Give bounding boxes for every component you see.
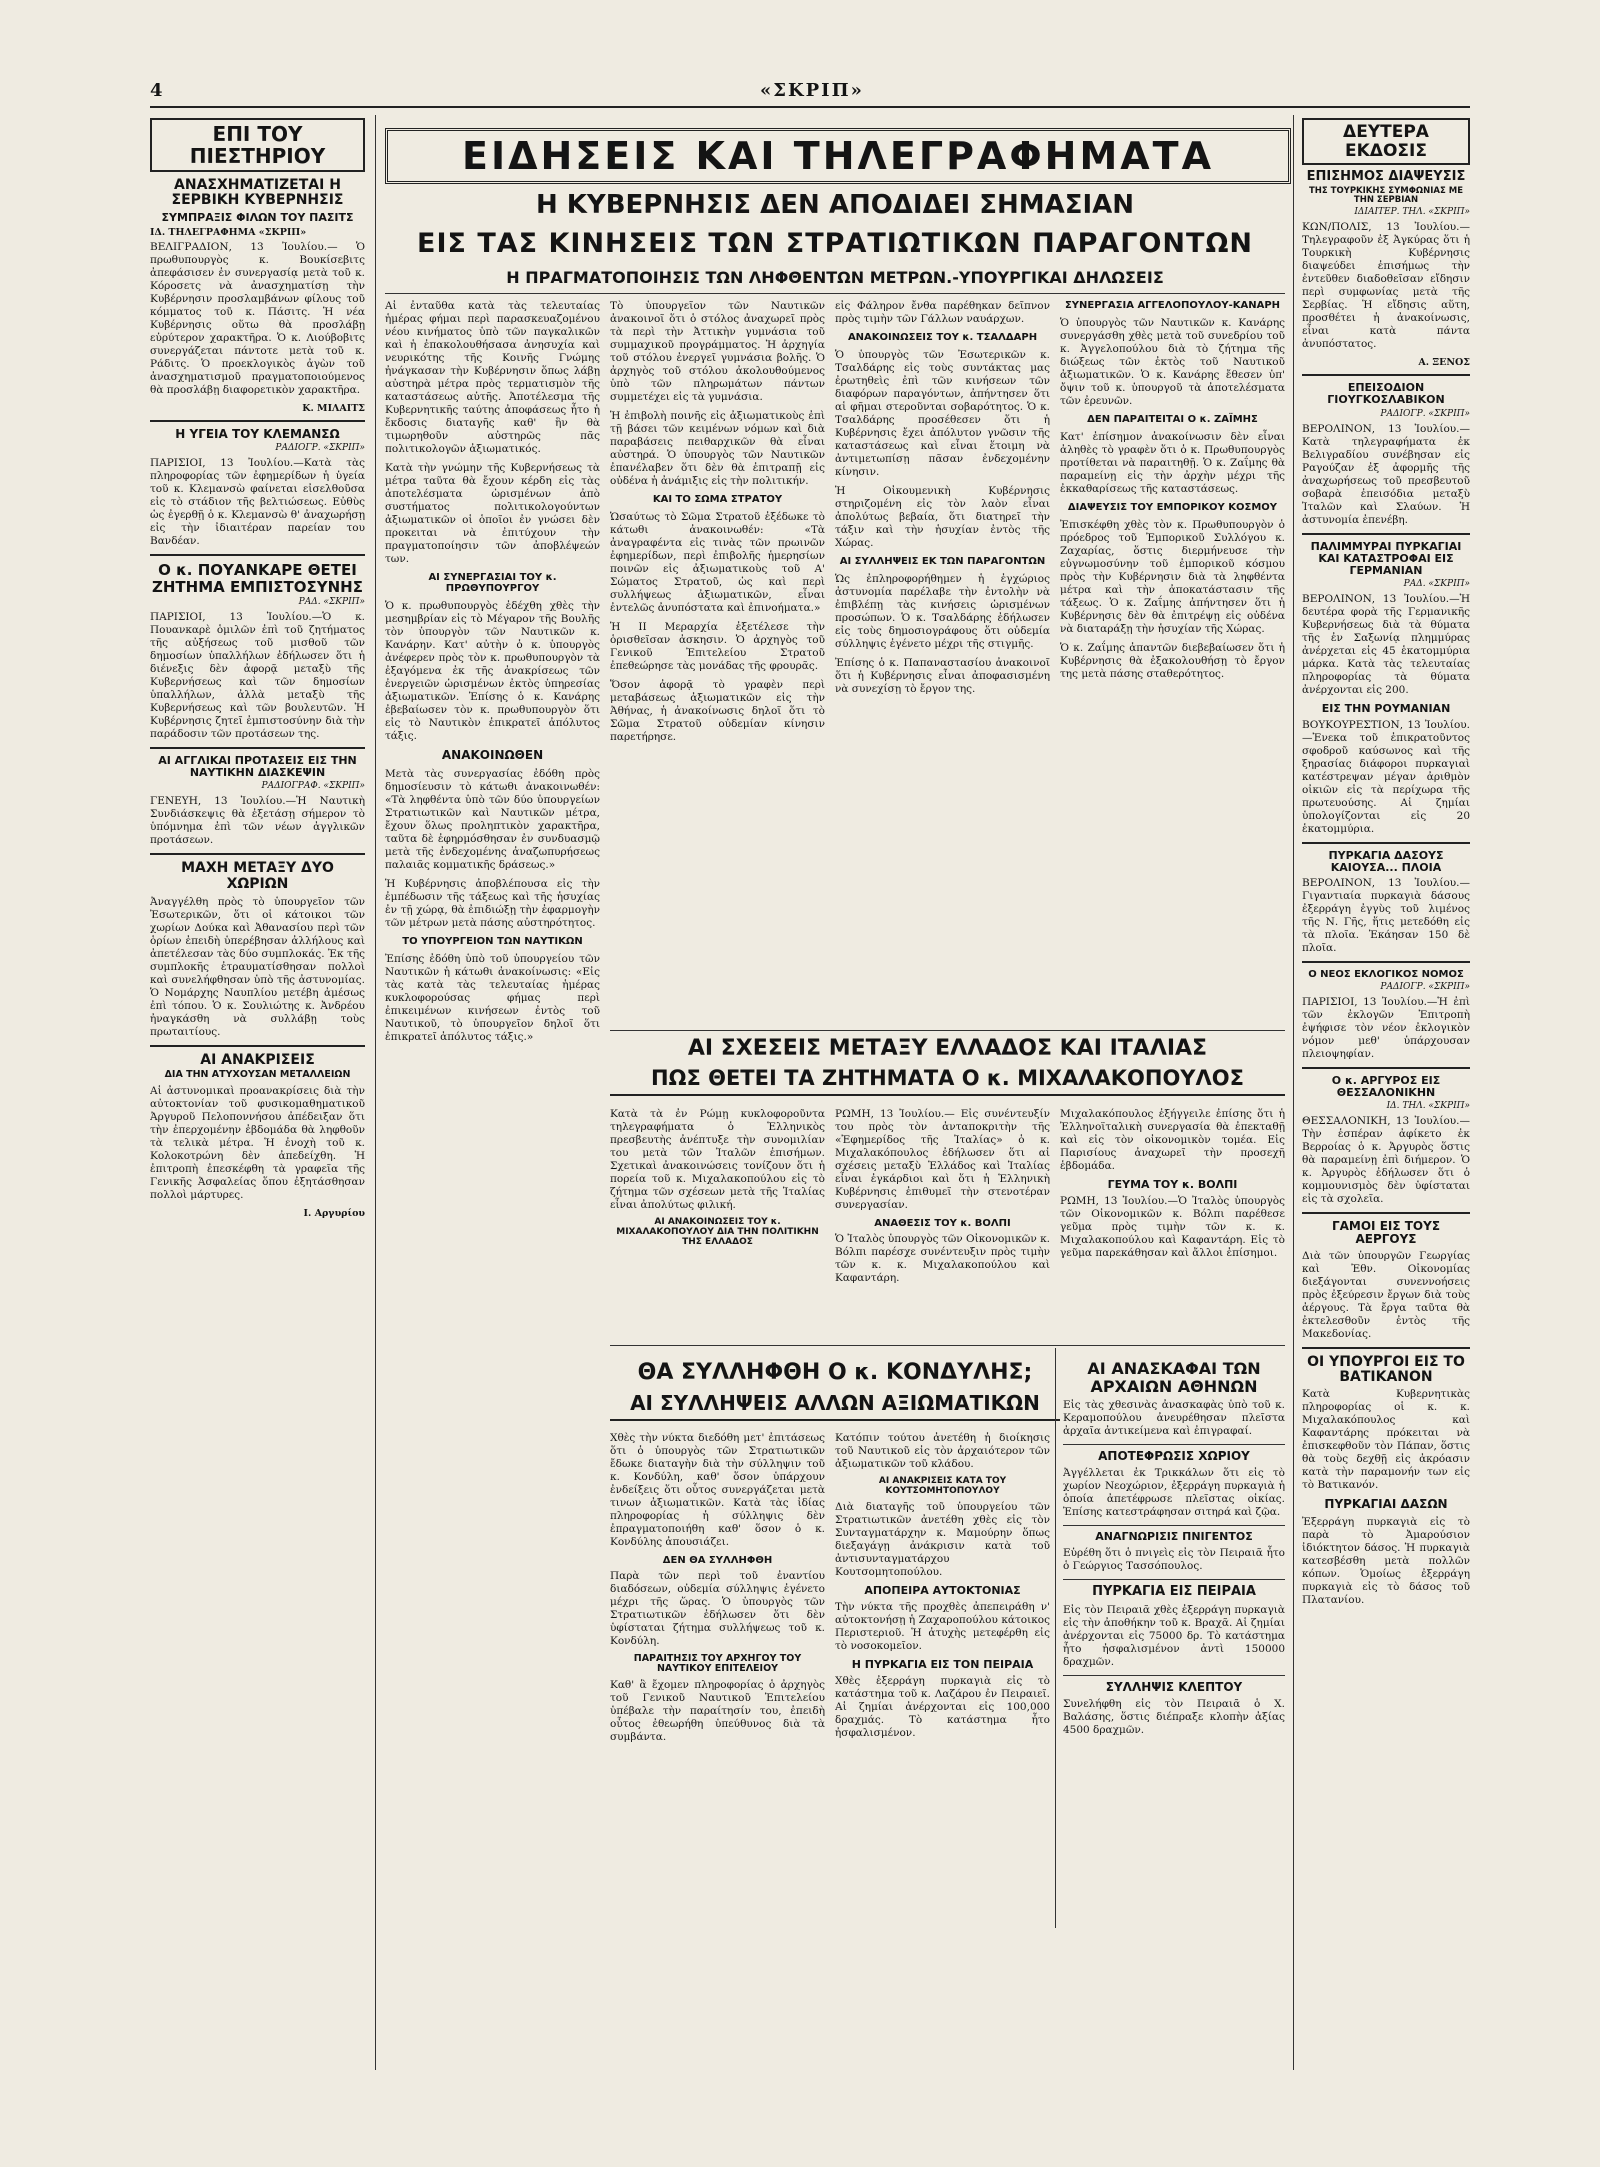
kondylis-subtitle: ΑΙ ΣΥΛΛΗΨΕΙΣ ΑΛΛΩΝ ΑΞΙΩΜΑΤΙΚΩΝ — [610, 1392, 1060, 1421]
kondylis-sub-4: ΑΠΟΠΕΙΡΑ ΑΥΤΟΚΤΟΝΙΑΣ — [864, 1583, 1021, 1597]
right-s2-title: ΕΠΕΙΣΟΔΙΟΝ ΓΙΟΥΓΚΟΣΛΑΒΙΚΟΝ — [1327, 381, 1445, 407]
center-d-sub-1: ΣΥΝΕΡΓΑΣΙΑ ΑΓΓΕΛΟΠΟΥΛΟΥ-ΚΑΝΑΡΗ — [1064, 300, 1281, 311]
left-s3-source: ΡΑΔ. «ΣΚΡΙΠ» — [298, 597, 365, 608]
center-d-text-4: Ὁ κ. Ζαΐμης ἀπαντῶν διεβεβαίωσεν ὅτι ἡ Κυβέρνησις θὰ ἐξακολουθήσῃ τὸ ἔργον της μετὰ πάσης σταθερότητος. — [1060, 642, 1285, 680]
center-column-b — [610, 300, 825, 1020]
column-rule — [375, 115, 376, 2070]
center-headline-1: Η ΚΥΒΕΡΝΗΣΙΣ ΔΕΝ ΑΠΟΔΙΔΕΙ ΣΗΜΑΣΙΑΝ — [535, 190, 1135, 220]
left-s5-title: ΜΑΧΗ ΜΕΤΑΞΥ ΔΥΟ ΧΩΡΙΩΝ — [181, 860, 334, 892]
right-header: ΔΕΥΤΕΡΑ ΕΚΔΟΣΙΣ — [1343, 122, 1429, 161]
left-s6-sign: Ι. Αργυρίου — [303, 1207, 365, 1219]
center-b-text-3: Ὡσαύτως τὸ Σῶμα Στρατοῦ ἐξέδωκε τὸ κάτωθι ἀνακοινωθέν: «Τὰ ἀναγραφέντα εἰς τινὰς τῶν πρωινῶν ἐφημερίδων, περὶ ἐπιβολῆς ἡμερησίων ποινῶν εἰς ἀξιωματικοὺς τοῦ Α' Σώματος Στρατοῦ, ὡς καὶ περὶ συλλήψεως ἀξιωματικῶν, εἶναι ἐντελῶς ἀνυπόστατα καὶ ἐπινοήματα.» — [610, 511, 825, 614]
right-s9-text: Κατὰ Κυβερνητικὰς πληροφορίας οἱ κ. κ. Μιχαλακόπουλος καὶ Καφαντάρης πρόκειται νὰ ἐπισκεφθοῦν τὸν Πάπαν, ὅστις θὰ τοὺς δεχθῇ εἰς ἀκρόασιν κατὰ τὴν παραμονήν των εἰς τὸ Βατικανόν. — [1302, 1388, 1470, 1492]
excavations-text-3: Εὑρέθη ὅτι ὁ πνιγεὶς εἰς τὸν Πειραιᾶ ἦτο ὁ Γεώργιος Τασσόπουλος. — [1063, 1547, 1285, 1573]
left-s3-title: Ο κ. ΠΟΥΑΝΚΑΡΕ ΘΕΤΕΙ ΖΗΤΗΜΑ ΕΜΠΙΣΤΟΣΥΝΗΣ — [152, 561, 363, 596]
kondylis-text-6: Τὴν νύκτα τῆς προχθὲς ἀπεπειράθη ν' αὐτοκτονήσῃ ἡ Ζαχαροπούλου κάτοικος Περιστεριοῦ. Ἡ ἀτυχὴς μετεφέρθη εἰς τὸ νοσοκομεῖον. — [835, 1600, 1050, 1652]
left-s5-text: Ἀναγγέλθη πρὸς τὸ ὑπουργεῖον τῶν Ἐσωτερικῶν, ὅτι οἱ κάτοικοι τῶν χωρίων Δούκα καὶ Ἀθανασίου περὶ τῶν ὁρίων ἐπειδὴ ὑπερέβησαν ἀλλήλους καὶ ἀπετέλεσαν τὰς δύο συμπλοκάς. Ἐκ τῆς συμπλοκῆς ἐτραυματίσθησαν πολλοὶ καὶ συνελήφθησαν ὑπὸ τῆς ἀστυνομίας. Ὁ Νομάρχης Ναυπλίου μετέβη ἀμέσως ἐπὶ τόπου. Ὁ κ. Σουλιώτης κ. Ἀνδρέου ἠναγκάσθη νὰ συλλάβῃ τοὺς πρωταιτίους. — [150, 896, 365, 1039]
left-s6-sub: ΔΙΑ ΤΗΝ ΑΤΥΧΟΥΣΑΝ ΜΕΤΑΛΛΕΙΩΝ — [164, 1069, 351, 1081]
page-number: 4 — [150, 80, 163, 101]
right-s7-text: ΘΕΣΣΑΛΟΝΙΚΗ, 13 Ἰουλίου.—Τὴν ἑσπέραν ἀφίκετο ἐκ Βερροίας ὁ κ. Ἀργυρὸς ὅστις θὰ παραμείνῃ ἐπὶ διήμερον. Ὁ κ. Ἀργυρὸς ἐδήλωσεν ὅτι ὁ κομμουνισμὸς δὲν ὑφίσταται εἰς τὰ σχολεῖα. — [1302, 1115, 1470, 1206]
divider — [1302, 961, 1470, 963]
center-c-text-5: Ἐπίσης ὁ κ. Παπαναστασίου ἀνακοινοῖ ὅτι ἡ Κυβέρνησις εἶναι ἀποφασισμένη νὰ συνεχίσῃ τὸ ἔργον της. — [835, 657, 1050, 695]
italy-column-2 — [835, 1108, 1050, 1338]
center-a-text-1: Αἱ ἐνταῦθα κατὰ τὰς τελευταίας ἡμέρας φήμαι περὶ παρασκευαζομένου νέου κινήματος ὑπὸ τῶν παγκαλικῶν καὶ ἡ ἐπακολουθήσασα ἀνησυχία καὶ νευρικότης τῆς Κοινῆς Γνώμης ἠνάγκασαν τὴν Κυβέρνησιν ὅπως λάβῃ αὐστηρὰ μέτρα πρὸς τερματισμὸν τῆς καταστάσεως αὐτῆς. Ἀποτέλεσμα τῆς Κυβερνητικῆς ταύτης ἀποφάσεως ἦτο ἡ ἔκδοσις διαταγῆς καθ' ἣν θὰ τιμωρηθοῦν αὐστηρῶς πᾶς πολιτικολογῶν ἀξιωματικός. — [385, 300, 600, 455]
right-s2-text: ΒΕΡΟΛΙΝΟΝ, 13 Ἰουλίου.—Κατὰ τηλεγραφήματα ἐκ Βελιγραδίου συνέβησαν εἰς Ραγούζαν ἐξ ἀφορμῆς τῆς ἀναχωρήσεως τοῦ πρεσβευτοῦ σοβαρὰ ἐπεισόδια μεταξὺ Ἰταλῶν καὶ Σλαύων. Ἡ ἀστυνομία ἐπενέβη. — [1302, 422, 1470, 526]
left-s1-source: ΙΔ. ΤΗΛΕΓΡΑΦΗΜΑ «ΣΚΡΙΠ» — [150, 226, 307, 238]
kondylis-sub-2: ΠΑΡΑΙΤΗΣΙΣ ΤΟΥ ΑΡΧΗΓΟΥ ΤΟΥ ΝΑΥΤΙΚΟΥ ΕΠΙΤΕΛΕΙΟΥ — [633, 1653, 802, 1675]
center-headline-2: ΕΙΣ ΤΑΣ ΚΙΝΗΣΕΙΣ ΤΩΝ ΣΤΡΑΤΙΩΤΙΚΩΝ ΠΑΡΑΓΟΝΤΩΝ — [417, 228, 1253, 259]
center-headline-3: Η ΠΡΑΓΜΑΤΟΠΟΙΗΣΙΣ ΤΩΝ ΛΗΦΘΕΝΤΩΝ ΜΕΤΡΩΝ.-ΥΠΟΥΡΓΙΚΑΙ ΔΗΛΩΣΕΙΣ — [506, 268, 1164, 287]
left-header: ΕΠΙ ΤΟΥ ΠΙΕΣΤΗΡΙΟΥ — [189, 122, 326, 168]
center-b-sub-1: ΚΑΙ ΤΟ ΣΩΜΑ ΣΤΡΑΤΟΥ — [652, 494, 783, 505]
divider — [1302, 374, 1470, 376]
divider — [1302, 533, 1470, 535]
italy-text-1: Κατὰ τὰ ἐν Ρώμῃ κυκλοφοροῦντα τηλεγραφήματα ὁ Ἑλληνικὸς πρεσβευτὴς ἀνέπτυξε τὴν συνομιλίαν του μετὰ τῶν Ἰταλῶν ἐπισήμων. Σχετικαὶ ἀνακοινώσεις τονίζουν ὅτι ἡ πορεία τοῦ κ. Μιχαλακοπούλου εἰς τὸ ζήτημα τῶν σχέσεων μετὰ τῆς Ἰταλίας εἶναι ἀπολύτως φιλική. — [610, 1108, 825, 1211]
center-a-text-4: Μετὰ τὰς συνεργασίας ἐδόθη πρὸς δημοσίευσιν τὸ κάτωθι ἀνακοινωθέν: «Τὰ ληφθέντα ὑπὸ τῶν δύο ὑπουργείων Στρατιωτικῶν καὶ Ναυτικῶν μέτρα, ἔχουν ὅλως προληπτικὸν χαρακτῆρα, ταῦτα δὲ ἐφηρμόσθησαν ἐν συνδυασμῷ μετὰ τῆς ἐνδεχομένης ἀναζωπυρήσεως παλαιᾶς κομματικῆς δράσεως.» — [385, 768, 600, 872]
divider — [150, 853, 365, 855]
center-c-text-1: εἰς Φάληρον ἔνθα παρέθηκαν δεῖπνον πρὸς τιμὴν τῶν Γάλλων ναυάρχων. — [835, 300, 1050, 325]
divider — [150, 554, 365, 556]
right-s5-text: ΒΕΡΟΛΙΝΟΝ, 13 Ἰουλίου.—Γιγαντιαία πυρκαγιὰ δάσους ἐξερράγη ἐγγὺς τοῦ λιμένος τῆς Ν. Γῆς, ἥτις μετεδόθη εἰς τὰ πλοῖα. Ἐκάησαν 150 δὲ πλοῖα. — [1302, 877, 1470, 955]
right-s3-source: ΡΑΔ. «ΣΚΡΙΠ» — [1403, 578, 1470, 589]
center-column-a — [385, 300, 600, 1930]
masthead — [150, 80, 1470, 108]
excavations-text-1: Εἰς τὰς χθεσινὰς ἀνασκαφὰς ὑπὸ τοῦ κ. Κεραμοπούλου ἀνευρέθησαν πλεῖστα ἀρχαῖα ἀντικείμενα καὶ ἐπιγραφαί. — [1063, 1399, 1285, 1438]
divider — [1302, 1347, 1470, 1349]
right-s6-source: ΡΑΔΙΟΓΡ. «ΣΚΡΙΠ» — [1380, 982, 1470, 993]
right-s3-text: ΒΕΡΟΛΙΝΟΝ, 13 Ἰουλίου.—Ἡ δευτέρα φορὰ τῆς Γερμανικῆς Κυβερνήσεως διὰ τὰ θύματα τῆς ἐν Σαξωνίᾳ πλημμύρας ἀνέρχεται εἰς 45 ἑκατομμύρια μάρκα. Κατὰ τὰς τελευταίας πληροφορίας τὰ θύματα ἀνέρχονται εἰς 200. — [1302, 592, 1470, 696]
kondylis-sub-1: ΔΕΝ ΘΑ ΣΥΛΛΗΦΘΗ — [662, 1555, 773, 1566]
center-a-text-6: Ἐπίσης ἐδόθη ὑπὸ τοῦ ὑπουργείου τῶν Ναυτικῶν ἡ κάτωθι ἀνακοίνωσις: «Εἰς τὰς κατὰ τὰς τελευταίας ἡμέρας κυκλοφορούσας φήμας περὶ ἐπικειμένων κινήσεων ἐντὸς τοῦ Ναυτικοῦ, τὸ ὑπουργεῖον δηλοῖ ὅτι ἐπικρατεῖ ἀπόλυτος τάξις.» — [385, 953, 600, 1044]
excavations-sub-4: ΣΥΛΛΗΨΙΣ ΚΛΕΠΤΟΥ — [1105, 1679, 1243, 1694]
center-a-sub-2: ΑΝΑΚΟΙΝΩΘΕΝ — [441, 748, 544, 762]
right-s1-sub: ΤΗΣ ΤΟΥΡΚΙΚΗΣ ΣΥΜΦΩΝΙΑΣ ΜΕ ΤΗΝ ΣΕΡΒΙΑΝ — [1308, 185, 1464, 206]
kondylis-sub-5: Η ΠΥΡΚΑΓΙΑ ΕΙΣ ΤΟΝ ΠΕΙΡΑΙΑ — [851, 1657, 1034, 1671]
main-section-title: ΕΙΔΗΣΕΙΣ ΚΑΙ ΤΗΛΕΓΡΑΦΗΜΑΤΑ — [385, 128, 1291, 184]
italy-text-2: ΡΩΜΗ, 13 Ἰουλίου.— Εἰς συνέντευξίν του πρὸς τὸν ἀνταποκριτὴν τῆς «Ἐφημερίδος τῆς Ἰταλίας» ὁ κ. Μιχαλακόπουλος ἐδήλωσεν ὅτι αἱ σχέσεις μεταξὺ Ἑλλάδος καὶ Ἰταλίας εἶναι ἐγκάρδιοι καὶ ὅτι ἡ Ἑλληνικὴ Κυβέρνησις ἐπιθυμεῖ τὴν στενοτέραν συνεργασίαν. — [835, 1108, 1050, 1211]
center-c-text-3: Ἡ Οἰκουμενικὴ Κυβέρνησις στηριζομένη εἰς τὸν λαὸν εἶναι ἀπολύτως βεβαία, ὅτι διατηρεῖ τὴν τάξιν καὶ τὴν ἡσυχίαν ἐντὸς τῆς Χώρας. — [835, 485, 1050, 549]
left-s1-sub: ΣΥΜΠΡΑΞΙΣ ΦΙΛΩΝ ΤΟΥ ΠΑΣΙΤΣ — [161, 210, 354, 224]
right-s6-text: ΠΑΡΙΣΙΟΙ, 13 Ἰουλίου.—Ἡ ἐπὶ τῶν ἐκλογῶν Ἐπιτροπὴ ἐψήφισε τὸν νέον ἐκλογικὸν νόμον μεθ' ὑπάρχουσαν πλειοψηφίαν. — [1302, 996, 1470, 1061]
right-s6-title: Ο ΝΕΟΣ ΕΚΛΟΓΙΚΟΣ ΝΟΜΟΣ — [1308, 969, 1464, 981]
divider — [150, 747, 365, 749]
center-b-text-2: Ἡ ἐπιβολὴ ποινῆς εἰς ἀξιωματικοὺς ἐπὶ τῇ βάσει τῶν κειμένων νόμων καὶ διὰ παραβάσεις πειθαρχικῶν θὰ εἶναι αὐστηρά. Ὁ ὑπουργὸς τῶν Ναυτικῶν ἐπανέλαβεν ὅτι δὲν θὰ ἐπιτραπῇ εἰς οὐδένα ἡ ἀνάμιξις εἰς τὴν πολιτικήν. — [610, 410, 825, 487]
divider — [1302, 1212, 1470, 1214]
kondylis-text-4: Κατόπιν τούτου ἀνετέθη ἡ διοίκησις τοῦ Ναυτικοῦ εἰς τὸν ἀρχαιότερον τῶν ἀξιωματικῶν τοῦ κλάδου. — [835, 1432, 1050, 1470]
right-s9-title: ΟΙ ΥΠΟΥΡΓΟΙ ΕΙΣ ΤΟ ΒΑΤΙΚΑΝΟΝ — [1307, 1353, 1465, 1386]
center-a-sub-3: ΤΟ ΥΠΟΥΡΓΕΙΟΝ ΤΩΝ ΝΑΥΤΙΚΩΝ — [402, 936, 583, 948]
right-s8-title: ΓΑΜΟΙ ΕΙΣ ΤΟΥΣ ΑΕΡΓΟΥΣ — [1331, 1219, 1441, 1247]
center-d-sub-2: ΔΕΝ ΠΑΡΑΙΤΕΙΤΑΙ Ο κ. ΖΑΪΜΗΣ — [1087, 414, 1258, 425]
left-s1-title: ΑΝΑΣΧΗΜΑΤΙΖΕΤΑΙ Η ΣΕΡΒΙΚΗ ΚΥΒΕΡΝΗΣΙΣ — [171, 177, 344, 209]
center-a-text-5: Ἡ Κυβέρνησις ἀποβλέπουσα εἰς τὴν ἐμπέδωσιν τῆς τάξεως καὶ τῆς ἡσυχίας ἐν τῇ χώρᾳ, θὰ ἐπιδιώξῃ τὴν ἐφαρμογὴν τῶν μέτρων μετὰ πάσης αὐστηρότητος. — [385, 878, 600, 930]
right-s1-text: ΚΩΝ/ΠΟΛΙΣ, 13 Ἰουλίου.—Τηλεγραφοῦν ἐξ Ἀγκύρας ὅτι ἡ Τουρκικὴ Κυβέρνησις διαψεύδει ἐπισήμως τὴν ἐντεῦθεν διαδοθεῖσαν εἴδησιν περὶ συμφωνίας μετὰ τῆς Σερβίας. Ἡ εἴδησις αὕτη, προσθέτει ἡ ἀνακοίνωσις, εἶναι κατὰ πάντα ἀνυπόστατος. — [1302, 221, 1470, 351]
right-s10-title: ΠΥΡΚΑΓΙΑΙ ΔΑΣΩΝ — [1324, 1497, 1448, 1512]
left-s2-text: ΠΑΡΙΣΙΟΙ, 13 Ἰουλίου.—Κατὰ τὰς πληροφορίας τῶν ἐφημερίδων ἡ ὑγεία τοῦ κ. Κλεμανσὼ φαίνεται εἰσελθοῦσα εἰς τὸ στάδιον τῆς βελτιώσεως. Εὐθὺς ὡς ἐγερθῇ ὁ κ. Κλεμανσὼ θ' ἀναχωρήσῃ εἰς τὴν ἰδιαιτέραν παρείαν του Βανδέαν. — [150, 457, 365, 548]
excavations-column — [1063, 1360, 1285, 1930]
right-header-box — [1302, 118, 1470, 165]
column-rule — [1055, 1348, 1056, 1928]
center-column-c — [835, 300, 1050, 1020]
excavations-text-2: Ἀγγέλλεται ἐκ Τρικκάλων ὅτι εἰς τὸ χωρίον Νεοχώριον, ἐξερράγη πυρκαγιὰ ἡ ὁποία ἀπετέφρωσε πλεῖστας οἰκίας. Ἐπίσης κατεστράφησαν σιτηρά καὶ ζῷα. — [1063, 1467, 1285, 1519]
left-s1-sign: Κ. ΜΙΛΑΙΤΣ — [302, 402, 365, 414]
center-b-text-1: Τὸ ὑπουργεῖον τῶν Ναυτικῶν ἀνακοινοῖ ὅτι ὁ στόλος ἀναχωρεῖ πρὸς τὰ περὶ τὴν Ἀττικὴν γυμνάσια τοῦ συμμαχικοῦ προγράμματος. Ἡ ἀρχηγία τοῦ στόλου ἐνεργεῖ γυμνάσια βολῆς. Ὁ ἀρχηγὸς τοῦ στόλου ἀκολουθούμενος ὑπὸ τῶν πληρωμάτων πάντων συμμετέχει εἰς τὰ γυμνάσια. — [610, 300, 825, 403]
right-s4-title: ΕΙΣ ΤΗΝ ΡΟΥΜΑΝΙΑΝ — [1321, 701, 1451, 715]
divider — [1302, 842, 1470, 844]
center-b-text-4: Ἡ ΙΙ Μεραρχία ἐξετέλεσε τὴν ὁρισθεῖσαν ἀσκησιν. Ὁ ἀρχηγὸς τοῦ Γενικοῦ Ἐπιτελείου Στρατοῦ ἐπεθεώρησε τὰς μονάδας τῆς φρουρᾶς. — [610, 621, 825, 672]
italy-sub-3: ΑΝΑΘΕΣΙΣ ΤΟΥ κ. ΒΟΛΠΙ — [874, 1218, 1011, 1229]
center-column-d — [1060, 300, 1285, 1020]
right-s3-title: ΠΑΛΙΜΜΥΡΑΙ ΠΥΡΚΑΓΙΑΙ ΚΑΙ ΚΑΤΑΣΤΡΟΦΑΙ ΕΙΣ ΓΕΡΜΑΝΙΑΝ — [1310, 539, 1462, 577]
center-b-text-5: Ὅσον ἀφορᾷ τὸ γραφὲν περὶ μεταβάσεως ἀξιωματικῶν εἰς τὴν Ἀθήνας, ἡ ἀνακοίνωσις δηλοῖ ὅτι τὸ Σῶμα Στρατοῦ οὐδεμίαν κίνησιν παρετήρησε. — [610, 679, 825, 743]
kondylis-title: ΘΑ ΣΥΛΛΗΦΘΗ Ο κ. ΚΟΝΔΥΛΗΣ; — [637, 1360, 1033, 1385]
left-s6-text: Αἱ ἀστυνομικαὶ προανακρίσεις διὰ τὴν αὐτοκτονίαν τοῦ φυσικομαθηματικοῦ Ἀργυροῦ Πελοποννήσου ἀπέδειξαν ὅτι τὴν ἐπερχομένην ἐβδομάδα θὰ ληφθοῦν τὰ τελικὰ μέτρα. Ἡ ἐνοχὴ τοῦ κ. Κολοκοτρώνη δὲν ἀπεδείχθη. Ἡ ἐπιτροπὴ ἐπεσκέφθη τὰ γραφεῖα τῆς Γενικῆς Ἀσφαλείας ὅπου ἐξητάσθησαν πολλοὶ μάρτυρες. — [150, 1084, 365, 1201]
kondylis-text-5: Διὰ διαταγῆς τοῦ ὑπουργείου τῶν Στρατιωτικῶν ἀνετέθη χθὲς εἰς τὸν Συνταγματάρχην κ. Μαμούρην ὅπως διεξαγάγῃ ἀνάκρισιν κατὰ τοῦ ἀντισυνταγματάρχου Κουτσομητοπούλου. — [835, 1500, 1050, 1578]
kondylis-text-2: Παρὰ τῶν περὶ τοῦ ἐναντίου διαδόσεων, οὐδεμία σύλληψις ἐγένετο μέχρι τῆς ὥρας. Ὁ ὑπουργὸς τῶν Στρατιωτικῶν ἐδήλωσεν ὅτι δὲν ὑφίσταται ζήτημα συλλήψεως τοῦ κ. Κονδύλη. — [610, 1570, 825, 1647]
right-s2-source: ΡΑΔΙΟΓΡ. «ΣΚΡΙΠ» — [1380, 408, 1470, 419]
italy-text-5: ΡΩΜΗ, 13 Ἰουλίου.—Ὁ Ἰταλὸς ὑπουργὸς τῶν Οἰκονομικῶν κ. Βόλπι παρέθεσε γεῦμα πρὸς τιμὴν τῶν κ. κ. Μιχαλακοπούλου καὶ Καφαντάρη. Εἰς τὸ γεῦμα παρεκάθησαν καὶ ἄλλοι ἐπίσημοι. — [1060, 1195, 1285, 1260]
right-column — [1302, 118, 1470, 1928]
divider — [385, 293, 1285, 294]
divider — [1063, 1525, 1285, 1526]
italy-column-1 — [610, 1108, 825, 1338]
excavations-sub-2: ΑΝΑΓΝΩΡΙΣΙΣ ΠΝΙΓΕΝΤΟΣ — [1095, 1530, 1253, 1544]
kondylis-text-1: Χθὲς τὴν νύκτα διεδόθη μετ' ἐπιτάσεως ὅτι ὁ ὑπουργὸς τῶν Στρατιωτικῶν ἔδωκε διαταγὴν διὰ τὴν σύλληψιν τοῦ κ. Κονδύλη, καθ' ὅσον ὑπάρχουν ἐνδείξεις ὅτι οὗτος συνεργάζεται μετὰ τινων ἀξιωματικῶν. Κατὰ τὰς ἰδίας πληροφορίας ἡ σύλληψις δὲν ἐπραγματοποιήθη καθ' ὅσον ὁ κ. Κονδύλης ἀπουσιάζει. — [610, 1432, 825, 1548]
excavations-sub-3: ΠΥΡΚΑΓΙΑ ΕΙΣ ΠΕΙΡΑΙΑ — [1092, 1584, 1256, 1600]
center-a-text-2: Κατὰ τὴν γνώμην τῆς Κυβερνήσεως τὰ μέτρα ταῦτα θὰ ἔχουν κέρδη εἰς τὰς ἀποτελέσματα ὡρισμένων ἀπὸ συστήματος πολιτικολογούντων ἀξιωματικῶν οἱ ὁποῖοι ἐν γνώσει δὲν προκειται νὰ ἐπιτύχουν τὴν πραγματοποίησιν τῶν ἀποβλέψεών των. — [385, 462, 600, 565]
right-s8-text: Διὰ τῶν ὑπουργῶν Γεωργίας καὶ Ἐθν. Οἰκονομίας διεξάγονται συνεννοήσεις πρὸς ἐξεύρεσιν ἔργων διὰ τοὺς ἀέργους. Τὰ ἔργα ταῦτα θὰ ἐκτελεσθοῦν ἐντὸς τῆς Μακεδονίας. — [1302, 1249, 1470, 1340]
right-s7-title: Ο κ. ΑΡΓΥΡΟΣ ΕΙΣ ΘΕΣΣΑΛΟΝΙΚΗΝ — [1331, 1074, 1441, 1100]
left-column — [150, 118, 365, 2068]
center-d-text-3: Ἐπισκέφθη χθὲς τὸν κ. Πρωθυπουργὸν ὁ πρόεδρος τοῦ Ἐμπορικοῦ Συλλόγου κ. Ζαχαρίας, ὅστις διερμήνευσε τὴν εὐγνωμοσύνην τοῦ ἐμπορικοῦ κόσμου πρὸς τὴν Κυβέρνησιν διὰ τὰ ληφθέντα μέτρα καὶ τὴν ἀποκατάστασιν τῆς τάξεως. Ὁ κ. Ζαΐμης ἀπήντησεν ὅτι ἡ Κυβέρνησις δὲν θὰ ἐπιτρέψῃ εἰς οὐδένα νὰ διαταράξῃ τὴν ἡσυχίαν τῆς Χώρας. — [1060, 519, 1285, 635]
kondylis-column-2 — [835, 1432, 1050, 1932]
left-s4-text: ΓΕΝΕΥΗ, 13 Ἰουλίου.—Ἡ Ναυτικὴ Συνδιάσκεψις θὰ ἐξετάσῃ σήμερον τὸ ὑπόμνημα ἐπὶ τῶν νέων ἀγγλικῶν προτάσεων. — [150, 795, 365, 847]
center-a-sub-1: ΑΙ ΣΥΝΕΡΓΑΣΙΑΙ ΤΟΥ κ. ΠΡΩΘΥΠΟΥΡΓΟΥ — [428, 572, 557, 594]
right-s10-text: Ἐξερράγη πυρκαγιὰ εἰς τὸ παρὰ τὸ Ἀμαρούσιον ἰδιόκτητον δάσος. Ἡ πυρκαγιὰ κατεσβέσθη μετὰ πολλῶν κόπων. Ὁμοίως ἐξερράγη πυρκαγιὰ εἰς τὸ δάσος τοῦ Πλατανίου. — [1302, 1515, 1470, 1606]
kondylis-text-3: Καθ' ἃ ἔχομεν πληροφορίας ὁ ἀρχηγὸς τοῦ Γενικοῦ Ναυτικοῦ Ἐπιτελείου ὑπέβαλε τὴν παραίτησίν του, ἐπειδὴ οὗτος ἐθεωρήθη ὑπεύθυνος διὰ τὰ συμβάντα. — [610, 1678, 825, 1743]
italy-relations-subtitle: ΠΩΣ ΘΕΤΕΙ ΤΑ ΖΗΤΗΜΑΤΑ Ο κ. ΜΙΧΑΛΑΚΟΠΟΥΛΟΣ — [610, 1066, 1285, 1096]
excavations-text-5: Συνελήφθη εἰς τὸν Πειραιᾶ ὁ Χ. Βαλάσης, ὅστις διέπραξε κλοπὴν ἀξίας 4500 δραχμῶν. — [1063, 1697, 1285, 1736]
divider — [1063, 1579, 1285, 1580]
right-s5-title: ΠΥΡΚΑΓΙΑ ΔΑΣΟΥΣ ΚΑΙΟΥΣΑ... ΠΛΟΙΑ — [1328, 848, 1444, 875]
divider — [1063, 1444, 1285, 1445]
kondylis-column-1 — [610, 1432, 825, 1932]
center-c-text-2: Ὁ ὑπουργὸς τῶν Ἐσωτερικῶν κ. Τσαλδάρης εἰς τοὺς συντάκτας μας ἐρωτηθεὶς ἐπὶ τῶν κινήσεων τῶν διαφόρων παραγόντων, ἀπήντησεν ὅτι αἱ φῆμαι στεροῦνται σοβαρότητος. Ὁ κ. Τσαλδάρης προσέθεσεν ὅτι ἡ Κυβέρνησις ἔχει ἀπόλυτον γνῶσιν τῆς καταστάσεως καὶ εἶναι ἕτοιμη νὰ ἀντιμετωπίσῃ πᾶσαν ἐνδεχομένην κίνησιν. — [835, 349, 1050, 478]
right-s4-text: ΒΟΥΚΟΥΡΕΣΤΙΟΝ, 13 Ἰουλίου.—Ἐνεκα τοῦ ἐπικρατοῦντος σφοδροῦ καύσωνος καὶ τῆς ξηρασίας διάφοροι πυρκαγιαὶ κατέστρεψαν μέγαν ἀριθμὸν οἰκιῶν εἰς τὰ περίχωρα τῆς πρωτευούσης. Αἱ ζημίαι ὑπολογίζονται εἰς 20 ἑκατομμύρια. — [1302, 718, 1470, 835]
center-c-text-4: Ὡς ἐπληροφορήθημεν ἡ ἐγχώριος ἀστυνομία παρέλαβε τὴν ἐντολὴν νὰ ἐπιβλέπῃ τὰς κινήσεις ὡρισμένων προσώπων. Ὁ κ. Τσαλδάρης ἐδήλωσεν εἰς τοὺς δημοσιογράφους ὅτι οὐδεμία σύλληψις ἐγένετο μέχρι τῆς στιγμῆς. — [835, 573, 1050, 650]
excavations-title: ΑΙ ΑΝΑΣΚΑΦΑΙ ΤΩΝ ΑΡΧΑΙΩΝ ΑΘΗΝΩΝ — [1087, 1360, 1261, 1396]
left-s4-title: ΑΙ ΑΓΓΛΙΚΑΙ ΠΡΟΤΑΣΕΙΣ ΕΙΣ ΤΗΝ ΝΑΥΤΙΚΗΝ ΔΙΑΣΚΕΨΙΝ — [158, 754, 357, 780]
left-s4-source: ΡΑΔΙΟΓΡΑΦ. «ΣΚΡΙΠ» — [261, 781, 365, 792]
center-d-text-1: Ὁ ὑπουργὸς τῶν Ναυτικῶν κ. Κανάρης συνεργάσθη χθὲς μετὰ τοῦ συνεδρίου τοῦ κ. Ἀγγελοπούλου διὰ τὸ ζήτημα τῆς διώξεως τῶν ἐκτὸς τοῦ Ναυτικοῦ ἀξιωματικῶν. Ὁ κ. Κανάρης ἔθεσεν ὑπ' ὄψιν τοῦ κ. ὑπουργοῦ τὰ ἀποτελέσματα τῶν ἐρευνῶν. — [1060, 317, 1285, 407]
divider — [610, 1345, 1285, 1346]
paper-name: «ΣΚΡΙΠ» — [760, 80, 864, 101]
left-s6-title: ΑΙ ΑΝΑΚΡΙΣΕΙΣ — [200, 1052, 315, 1069]
italy-text-4: Μιχαλακόπουλος ἐξήγγειλε ἐπίσης ὅτι ἡ Ἐλληνοϊταλικὴ συνεργασία θὰ ἐπεκταθῇ καὶ εἰς τὸν οἰκονομικὸν τομέα. Εἰς Παρισίους ἀναχωρεῖ τὴν προσεχῆ ἑβδομάδα. — [1060, 1108, 1285, 1172]
left-header-box — [150, 118, 365, 172]
italy-column-3 — [1060, 1108, 1285, 1338]
divider — [610, 1030, 1285, 1031]
right-s1-sign: Α. ΞΕΝΟΣ — [1418, 357, 1470, 369]
excavations-text-4: Εἰς τὸν Πειραιᾶ χθὲς ἐξερράγη πυρκαγιὰ εἰς τὴν ἀποθήκην τοῦ κ. Βραχᾶ. Αἱ ζημίαι ἀνέρχονται εἰς 75000 δρ. Τὸ κατάστημα ἦτο ἠσφαλισμένον ἀντὶ 150000 δραχμῶν. — [1063, 1603, 1285, 1668]
excavations-sub-1: ΑΠΟΤΕΦΡΩΣΙΣ ΧΩΡΙΟΥ — [1098, 1449, 1250, 1464]
center-c-sub-2: ΑΙ ΣΥΛΛΗΨΕΙΣ ΕΚ ΤΩΝ ΠΑΡΑΓΟΝΤΩΝ — [839, 556, 1046, 567]
right-s1-title: ΕΠΙΣΗΜΟΣ ΔΙΑΨΕΥΣΙΣ — [1306, 169, 1466, 185]
left-s2-source: ΡΑΔΙΟΓΡ. «ΣΚΡΙΠ» — [275, 443, 365, 454]
divider — [1063, 1675, 1285, 1676]
left-s3-text: ΠΑΡΙΣΙΟΙ, 13 Ἰουλίου.—Ὁ κ. Πουανκαρὲ ὁμιλῶν ἐπὶ τοῦ ζητήματος τῆς αὐξήσεως τοῦ μισθοῦ τῶν δημοσίων ὑπαλλήλων ἐδήλωσεν ὅτι ἡ διένεξις δὲν ἀφορᾷ μεταξὺ τῆς Κυβερνήσεως καὶ τῶν δημοσίων ὑπαλλήλων, ἀλλὰ μεταξὺ τῆς Κυβερνήσεως καὶ τῶν βουλευτῶν. Ἡ Κυβέρνησις ζητεῖ ἐμπιστοσύνην διὰ τὴν παράδοσιν τῶν προτάσεων της. — [150, 611, 365, 741]
divider — [150, 420, 365, 422]
column-rule — [1293, 115, 1294, 2070]
kondylis-sub-3: ΑΙ ΑΝΑΚΡΙΣΕΙΣ ΚΑΤΑ ΤΟΥ ΚΟΥΤΣΟΜΗΤΟΠΟΥΛΟΥ — [878, 1476, 1007, 1496]
divider — [150, 1045, 365, 1047]
center-d-sub-3: ΔΙΑΨΕΥΣΙΣ ΤΟΥ ΕΜΠΟΡΙΚΟΥ ΚΟΣΜΟΥ — [1067, 502, 1278, 513]
center-d-text-2: Κατ' ἐπίσημον ἀνακοίνωσιν δὲν εἶναι ἀληθὲς τὸ γραφὲν ὅτι ὁ κ. Πρωθυπουργὸς προτίθεται νὰ παραιτηθῇ. Ὁ κ. Ζαΐμης θὰ παραμείνῃ εἰς τὴν ἀρχὴν μέχρι τῆς ἐκκαθαρίσεως τῆς καταστάσεως. — [1060, 431, 1285, 495]
italy-relations-title: ΑΙ ΣΧΕΣΕΙΣ ΜΕΤΑΞΥ ΕΛΛΑΔΟΣ ΚΑΙ ΙΤΑΛΙΑΣ — [687, 1036, 1208, 1061]
italy-text-3: Ὁ Ἰταλὸς ὑπουργὸς τῶν Οἰκονομικῶν κ. Βόλπι παρέσχε συνέντευξιν πρὸς τιμὴν τῶν κ. κ. Μιχαλακοπούλου καὶ Καφαντάρη. — [835, 1233, 1050, 1284]
italy-sub-2: ΑΙ ΑΝΑΚΟΙΝΩΣΕΙΣ ΤΟΥ κ. ΜΙΧΑΛΑΚΟΠΟΥΛΟΥ ΔΙΑ ΤΗΝ ΠΟΛΙΤΙΚΗΝ ΤΗΣ ΕΛΛΑΔΟΣ — [616, 1217, 819, 1247]
left-s2-title: Η ΥΓΕΙΑ ΤΟΥ ΚΛΕΜΑΝΣΩ — [175, 426, 340, 441]
left-s1-text: ΒΕΛΙΓΡΑΔΙΟΝ, 13 Ἰουλίου.— Ὁ πρωθυπουργὸς κ. Βουκίσεβιτς ἀπεφάσισεν ἐν συνεργασίᾳ μετὰ τοῦ κ. Κόροσετς νὰ ἀνασχηματίσῃ τὴν Κυβέρνησιν προσλαμβάνων φίλους τοῦ κόμματος τοῦ κ. Πάσιτς. Ἡ νέα Κυβέρνησις οὕτω θὰ προσλάβῃ εὐρύτερον χαρακτῆρα. Ὁ κ. Λιούβοβιτς συνεργάζεται πάντοτε μετὰ τοῦ κ. Ράδιτς. Ὁ προεκλογικὸς ἀγὼν τοῦ ἀνασχηματισμοῦ πραγματοποιούμενος θὰ προσλάβῃ διαφορετικὸν χαρακτῆρα. — [150, 240, 365, 396]
italy-sub-4: ΓΕΥΜΑ ΤΟΥ κ. ΒΟΛΠΙ — [1107, 1178, 1238, 1191]
center-a-text-3: Ὁ κ. πρωθυπουργὸς ἐδέχθη χθὲς τὴν μεσημβρίαν εἰς τὸ Μέγαρον τῆς Βουλῆς τὸν ὑπουργὸν τῶν Ναυτικῶν κ. Κανάρην. Κατ' αὐτὴν ὁ κ. ὑπουργὸς ἀνέφερεν πρὸς τὸν κ. πρωθυπουργὸν τὰ ἐξαγόμενα ἐκ τῆς ἀνακρίσεως τῶν ἐνεργειῶν ὡρισμένων ἐκτὸς ὑπηρεσίας ἀξιωματικῶν. Ἐπίσης ὁ κ. Κανάρης ἐβεβαίωσεν τὸν κ. πρωθυπουργὸν ὅτι εἰς τὸ Ναυτικὸν ἐπικρατεῖ ἀπόλυτος τάξις. — [385, 600, 600, 742]
right-s1-source: ΙΔΙΑΙΤΕΡ. ΤΗΛ. «ΣΚΡΙΠ» — [1354, 207, 1470, 218]
center-c-sub-1: ΑΝΑΚΟΙΝΩΣΕΙΣ ΤΟΥ κ. ΤΣΑΛΔΑΡΗ — [847, 332, 1038, 343]
divider — [1302, 1067, 1470, 1069]
kondylis-text-7: Χθὲς ἐξερράγη πυρκαγιὰ εἰς τὸ κατάστημα τοῦ κ. Λαζάρου ἐν Πειραιεῖ. Αἱ ζημίαι ἀνέρχονται εἰς 100,000 δραχμάς. Τὸ κατάστημα ἦτο ἠσφαλισμένον. — [835, 1674, 1050, 1739]
right-s7-source: ΙΔ. ΤΗΛ. «ΣΚΡΙΠ» — [1386, 1101, 1470, 1112]
